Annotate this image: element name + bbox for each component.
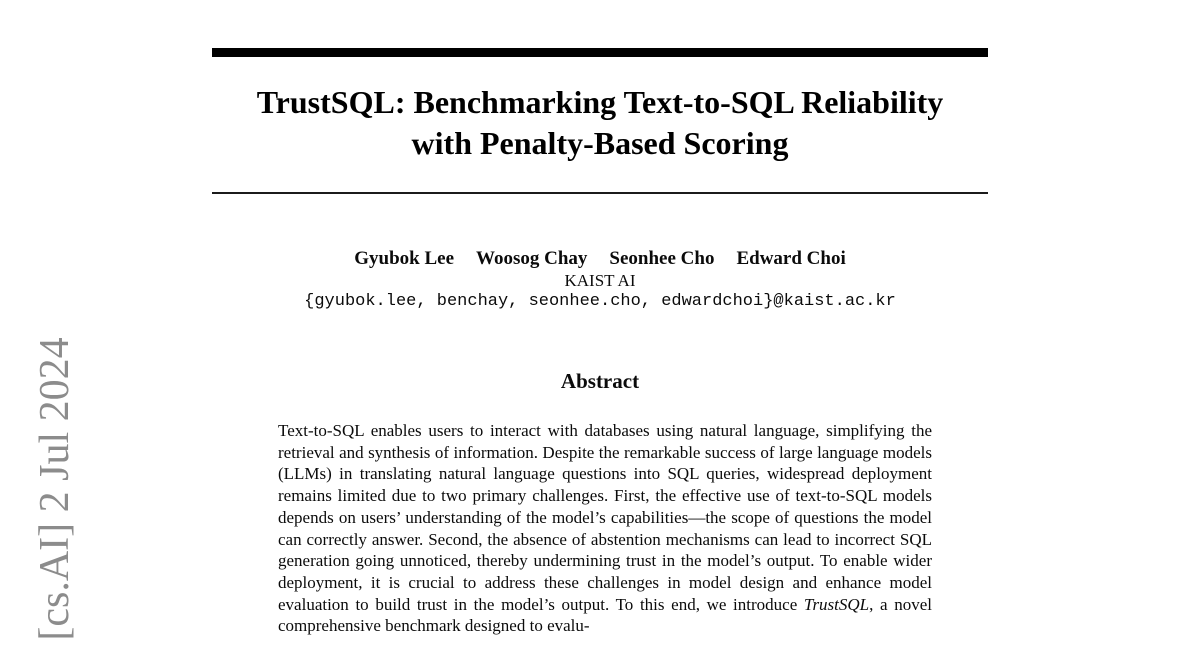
- paper-title-line-1: TrustSQL: Benchmarking Text-to-SQL Reliability: [256, 84, 944, 120]
- paper-title-line-2: with Penalty-Based Scoring: [411, 125, 789, 161]
- author-name-4: Edward Choi: [736, 248, 846, 269]
- paper-title: [212, 82, 988, 164]
- title-bottom-rule: [212, 192, 988, 194]
- author-emails: {gyubok.lee, benchay, seonhee.cho, edwardchoi}@kaist.ac.kr: [304, 292, 896, 311]
- abstract-text-end: , a novel comprehensive benchmark designed to evalu-: [278, 594, 932, 636]
- authors-line: [0, 248, 1200, 270]
- abstract-text-start: Text-to-SQL enables users to interact with databases using natural language, simplifying the retrieval and synthesis of information. Despite the remarkable success of large language models (LLMs) in translating natural language questions into SQL queries, widespread deployment remains limited due to two primary challenges. First, the effective use of text-to-SQL models depends on users’ understanding of the model’s capabilities—the scope of questions the model can correctly answer. Second, the absence of abstention mechanisms can lead to incorrect SQL generation going unnoticed, thereby undermining trust in the model’s output. To enable wider deployment, it is crucial to address these challenges in model design and enhance model evaluation to build trust in the model’s output. To this end, we introduce: [278, 421, 932, 614]
- trustsql-italic-term: TrustSQL: [803, 594, 870, 614]
- abstract-heading: Abstract: [560, 369, 640, 393]
- arxiv-stamp: [cs.AI] 2 Jul 2024: [32, 337, 78, 641]
- author-name-2: Woosog Chay: [476, 248, 588, 269]
- abstract-body: [278, 420, 932, 637]
- title-top-rule: [212, 48, 988, 57]
- author-name-1: Gyubok Lee: [354, 248, 455, 269]
- author-name-3: Seonhee Cho: [609, 248, 715, 269]
- affiliation: KAIST AI: [564, 271, 636, 290]
